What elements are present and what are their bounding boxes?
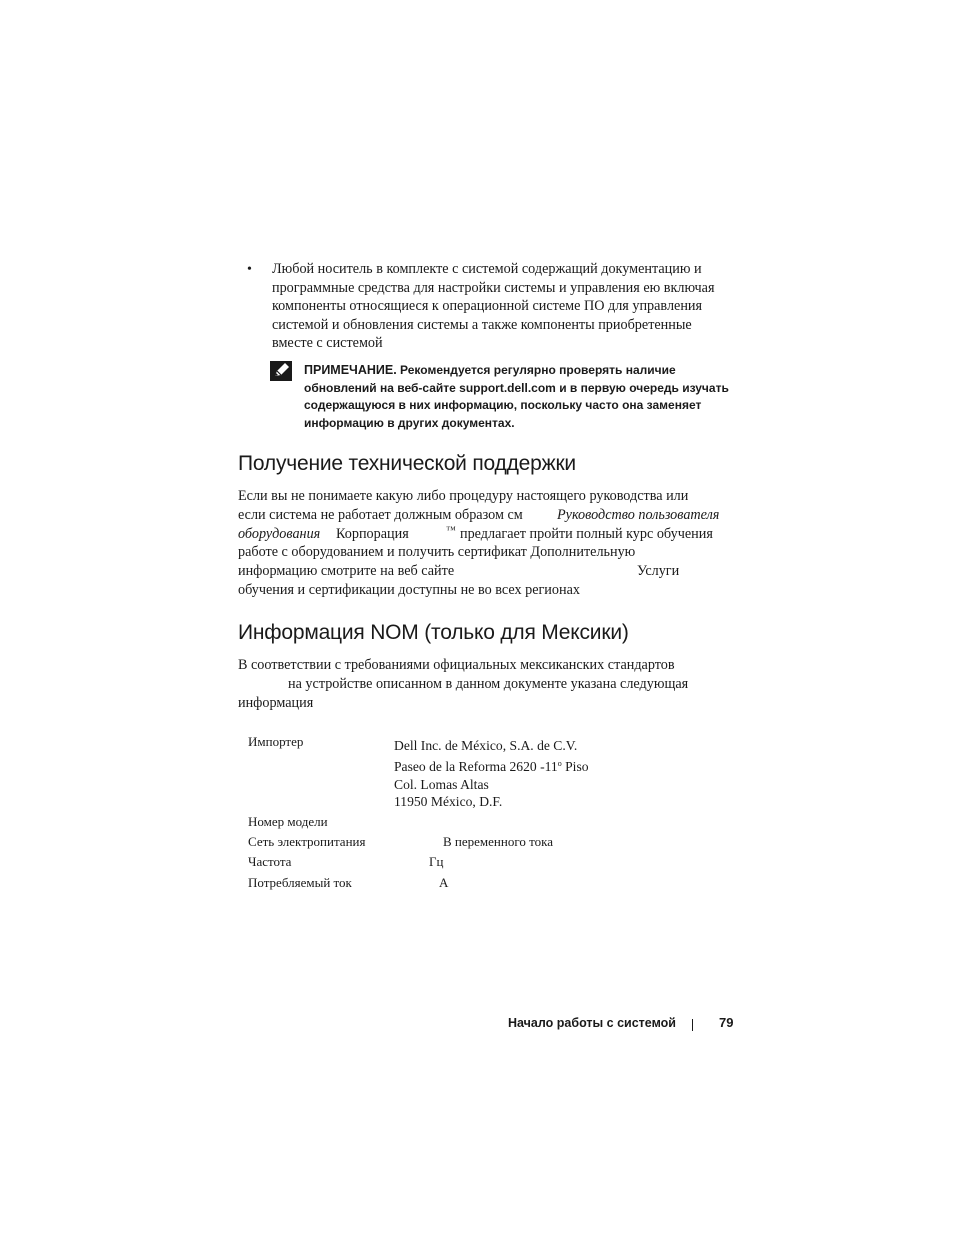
address-line: Paseo de la Reforma 2620 -11 [394, 758, 558, 774]
note-line: содержащуюся в них информацию, поскольку часто она заменяет [304, 398, 702, 413]
bullet-marker: • [247, 262, 252, 277]
bullet-line: Любой носитель в комплекте с системой содержащий документацию и [272, 261, 702, 277]
para-line: обучения и сертификации доступны не во всех регионах [238, 581, 580, 598]
para-line: Если вы не понимаете какую либо процедуру настоящего руководства или [238, 488, 689, 504]
current-label: Потребляемый ток [248, 875, 352, 890]
pencil-note-icon [270, 361, 292, 381]
importer-address [394, 737, 589, 811]
bullet-line: программные средства для настройки системы и управления ею включая [272, 279, 715, 296]
address-superscript: o [557, 758, 562, 768]
para-text: Услуги [637, 563, 680, 580]
power-label: Сеть электропитания [248, 834, 366, 849]
page-number: 79 [719, 1015, 734, 1030]
para-line: информацию смотрите на веб сайте [238, 563, 455, 580]
bullet-item-media [272, 260, 742, 353]
guide-title: оборудования [238, 525, 321, 542]
section-heading-nom: Информация NOM (только для Мексики) [238, 621, 629, 644]
nom-paragraph [238, 656, 738, 712]
note-line: обновлений на веб-сайте [304, 380, 460, 395]
para-line: если система не работает должным образом см [238, 506, 523, 523]
frequency-value: Гц [429, 854, 444, 869]
guide-title: Руководство пользователя [557, 506, 720, 523]
model-label: Номер модели [248, 814, 328, 829]
note-line: и в первую очередь изучать [555, 380, 729, 395]
power-value: В переменного тока [443, 834, 553, 849]
note-line: информацию в других документах. [304, 415, 515, 430]
para-text: предлагает пройти полный курс обучения [460, 525, 713, 542]
para-line: В соответствии с требованиями официальных мексиканских стандартов [238, 657, 675, 673]
bullet-line: системой и обновления системы а также компоненты приобретенные [272, 316, 692, 333]
bullet-line: компоненты относящиеся к операционной системе ПО для управления [272, 298, 703, 315]
note-line: Рекомендуется регулярно проверять наличие [400, 363, 676, 377]
frequency-label: Частота [248, 854, 292, 869]
address-line: Dell Inc. de México, S.A. de C.V. [394, 738, 578, 753]
address-line: Piso [561, 758, 589, 774]
importer-label: Импортер [248, 734, 304, 749]
support-link[interactable]: support.dell.com [459, 380, 556, 395]
footer-separator [692, 1019, 693, 1031]
support-paragraph [238, 487, 738, 600]
para-line: информация [238, 694, 314, 711]
trademark-symbol: ™ [446, 524, 456, 536]
bullet-line: вместе с системой [272, 335, 383, 352]
current-value: А [439, 875, 449, 890]
address-line: 11950 México, D.F. [394, 794, 503, 810]
para-line: на устройстве описанном в данном документе указана следующая [288, 675, 689, 692]
section-heading-support: Получение технической поддержки [238, 452, 576, 475]
note-label: ПРИМЕЧАНИЕ. [304, 363, 397, 377]
para-text: Корпорация [336, 525, 409, 542]
address-line: Col. Lomas Altas [394, 776, 489, 792]
footer-chapter-title: Начало работы с системой [508, 1016, 676, 1030]
note-block [304, 362, 744, 432]
para-line: работе с оборудованием и получить сертификат Дополнительную [238, 544, 636, 561]
